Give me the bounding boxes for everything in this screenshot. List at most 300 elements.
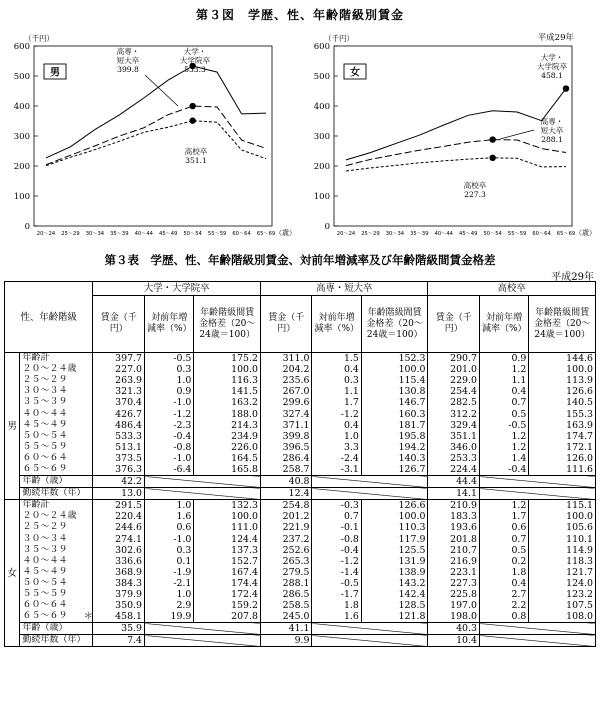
change-cell: 0.4 [312,364,361,375]
gap-cell: 164.5 [194,453,261,464]
table-row [5,545,596,556]
change-cell: -2.3 [145,420,194,431]
change-cell: 1.0 [145,375,194,386]
table-row [5,578,596,589]
table-row [5,464,596,476]
y-tick-label: 600 [13,42,30,52]
gap-cell: 172.4 [194,589,261,600]
wage-cell: 274.1 [93,534,145,545]
x-tick-label: 55～59 [507,231,527,237]
gap-cell: 142.4 [361,589,428,600]
extra-value: 42.2 [93,476,145,488]
gap-cell: 138.9 [361,567,428,578]
annotation-text: 高校卒 [184,147,208,156]
x-tick-label: 35～39 [110,231,129,237]
gap-cell: 141.5 [194,386,261,397]
age-label: ２０～２４歳 [20,511,93,522]
x-tick-label: 60～64 [532,231,551,237]
empty-diagonal-cell [479,488,595,500]
empty-diagonal-cell [479,635,595,647]
y-tick-label: 100 [13,192,30,202]
wage-cell: 245.0 [260,611,312,623]
gap-cell: 121.7 [529,567,596,578]
x-tick-label: 40～44 [434,231,453,237]
change-cell: -2.4 [312,453,361,464]
extra-label: 年齢（歳） [20,623,93,635]
wage-table [4,281,596,647]
table-row-extra [5,476,596,488]
age-label: ６５～６９ [20,464,93,476]
x-tick-label: 20～24 [336,231,356,237]
wage-cell: 204.2 [260,364,312,375]
y-tick-label: 600 [313,42,330,52]
gap-header: 年齢階級間賃金格差（20～24歳＝100） [361,296,428,353]
extra-value: 10.4 [428,635,480,647]
change-cell: 1.1 [479,375,528,386]
change-cell: -1.2 [312,408,361,419]
gap-cell: 175.2 [194,353,261,365]
sex-box-label: 女 [350,67,360,79]
empty-diagonal-cell [312,476,428,488]
series-line-1 [346,140,566,166]
age-label: ５０～５４ [20,578,93,589]
age-label: ４０～４４ [20,556,93,567]
age-label: ５５～５９ [20,442,93,453]
gap-cell: 207.8 [194,611,261,623]
wage-cell: 254.8 [260,500,312,512]
table-row [5,556,596,567]
gap-cell: 108.0 [529,611,596,623]
gap-cell: 128.5 [361,600,428,611]
change-cell: 1.2 [479,364,528,375]
age-label: ４５～４９ [20,567,93,578]
table-row [5,611,596,623]
empty-diagonal-cell [312,488,428,500]
x-tick-label: 40～44 [134,231,153,237]
group-college: 高専・短大卒 [260,282,427,296]
x-tick-label: 45～49 [159,231,178,237]
gap-cell: 126.6 [361,500,428,512]
wage-cell: 399.8 [260,431,312,442]
wage-cell: 244.6 [93,522,145,533]
table-row [5,397,596,408]
gap-cell: 131.9 [361,556,428,567]
gap-cell: 100.0 [194,364,261,375]
wage-cell: 373.5 [93,453,145,464]
empty-diagonal-cell [145,488,261,500]
change-cell: 1.0 [312,431,361,442]
group-high: 高校卒 [428,282,596,296]
annotation-text: 高専・ [116,47,140,56]
wage-cell: 201.2 [260,511,312,522]
annotation-text: 短大卒 [116,56,140,65]
change-cell: 0.4 [479,578,528,589]
wage-cell: 302.6 [93,545,145,556]
gap-cell: 110.3 [361,522,428,533]
wage-cell: 321.3 [93,386,145,397]
wage-cell: 201.8 [428,534,480,545]
change-cell: 3.3 [312,442,361,453]
series-line-2 [346,158,566,171]
change-cell: 1.0 [145,500,194,512]
peak-marker [189,117,195,123]
annotation-text: 大学・ [183,47,207,56]
age-label: ３５～３９ [20,397,93,408]
table-row [5,442,596,453]
extra-value: 9.9 [260,635,312,647]
wage-cell: 267.0 [260,386,312,397]
gap-cell: 111.0 [194,522,261,533]
age-label: ６０～６４ [20,600,93,611]
x-tick-label: 65～69 [556,231,576,237]
table-row [5,500,596,512]
gap-cell: 124.0 [529,578,596,589]
table-row [5,522,596,533]
wage-cell: 258.7 [260,464,312,476]
y-tick-label: 300 [313,132,330,142]
chart-female [300,30,600,242]
annotation-text: 大学・ [540,53,564,62]
x-tick-label: 30～34 [85,231,105,237]
table-title: 第３表 学歴、性、年齢階級別賃金、対前年増減率及び年齢階級間賃金格差 [104,253,496,267]
y-tick-label: 0 [324,222,330,232]
wage-cell: 286.5 [260,589,312,600]
wage-cell: 397.7 [93,353,145,365]
wage-cell: 279.5 [260,567,312,578]
age-label: 年齢計 [20,353,93,365]
extra-value: 7.4 [93,635,145,647]
wage-cell: 286.4 [260,453,312,464]
change-cell: -1.7 [312,589,361,600]
group-univ: 大学・大学院卒 [93,282,260,296]
annotation-value: 227.3 [464,190,486,199]
wage-cell: 253.3 [428,453,480,464]
gap-cell: 226.0 [194,442,261,453]
gap-cell: 111.6 [529,464,596,476]
chart-male [0,30,300,242]
y-tick-label: 200 [13,162,30,172]
age-label: ２５～２９ [20,522,93,533]
age-label: ２５～２９ [20,375,93,386]
change-cell: 0.9 [479,353,528,365]
change-cell: 0.2 [479,556,528,567]
change-cell: 0.1 [145,556,194,567]
table-year: 平成29年 [551,272,594,283]
gap-cell: 100.0 [194,511,261,522]
wage-cell: 384.3 [93,578,145,589]
plot-frame [34,46,272,226]
sex-label: 女 [5,500,20,647]
gap-cell: 110.1 [529,534,596,545]
annotation-text: 高校卒 [463,181,487,190]
table-row [5,408,596,419]
peak-marker [563,85,569,91]
change-cell: 0.7 [312,511,361,522]
empty-diagonal-cell [479,476,595,488]
x-unit-label: （歳） [275,229,296,237]
gap-cell: 174.7 [529,431,596,442]
asterisk-mark: ＊ [83,611,93,623]
gap-header: 年齢階級間賃金格差（20～24歳＝100） [529,296,596,353]
change-cell: -0.4 [312,545,361,556]
wage-cell: 225.8 [428,589,480,600]
gap-cell: 152.3 [361,353,428,365]
x-tick-label: 50～54 [183,231,202,237]
gap-cell: 159.2 [194,600,261,611]
wage-cell: 350.9 [93,600,145,611]
wage-cell [83,611,145,623]
annotation-text: 高専・ [540,117,564,126]
wage-cell: 312.2 [428,408,480,419]
age-label: ３０～３４ [20,386,93,397]
annotation-value: 288.1 [541,135,563,144]
x-tick-label: 55～59 [207,231,227,237]
change-cell: -0.3 [312,500,361,512]
empty-diagonal-cell [312,635,428,647]
change-cell: -0.4 [479,464,528,476]
gap-cell: 152.7 [194,556,261,567]
gap-cell: 126.0 [529,453,596,464]
gap-cell: 181.7 [361,420,428,431]
wage-cell: 237.2 [260,534,312,545]
gap-cell: 144.6 [529,353,596,365]
change-cell: -1.4 [312,567,361,578]
annotation-leader [500,130,534,139]
gap-cell: 100.0 [361,511,428,522]
wage-cell: 282.5 [428,397,480,408]
y-tick-label: 0 [24,222,30,232]
gap-cell: 234.9 [194,431,261,442]
extra-value: 40.3 [428,623,480,635]
change-cell: 1.7 [312,397,361,408]
gap-cell: 132.3 [194,500,261,512]
x-tick-label: 50～54 [483,231,502,237]
gap-cell: 194.2 [361,442,428,453]
annotation-value: 458.1 [541,71,563,80]
change-cell: 0.5 [479,408,528,419]
wage-cell: 291.5 [93,500,145,512]
gap-cell: 115.1 [529,500,596,512]
table-row [5,420,596,431]
sex-box-label: 男 [50,67,60,79]
change-cell: -0.1 [312,522,361,533]
age-label: ３５～３９ [20,545,93,556]
change-cell: 0.3 [145,545,194,556]
gap-cell: 100.0 [529,364,596,375]
age-label: ２０～２４歳 [20,364,93,375]
change-cell: -1.0 [145,534,194,545]
x-tick-label: 65～69 [256,231,276,237]
gap-cell: 160.3 [361,408,428,419]
y-tick-label: 200 [313,162,330,172]
wage-cell: 263.9 [93,375,145,386]
change-cell: 1.1 [312,386,361,397]
wage-cell: 216.9 [428,556,480,567]
change-cell: 1.5 [312,353,361,365]
gap-cell: 143.2 [361,578,428,589]
change-cell: 2.9 [145,600,194,611]
y-unit-label: （千円） [324,34,354,43]
empty-diagonal-cell [312,623,428,635]
wage-cell: 229.0 [428,375,480,386]
x-tick-label: 25～29 [361,231,380,237]
wage-cell: 533.3 [93,431,145,442]
wage-cell: 288.1 [260,578,312,589]
change-cell: 0.3 [312,375,361,386]
gap-cell: 146.7 [361,397,428,408]
gap-cell: 113.9 [529,375,596,386]
age-label: ５５～５９ [20,589,93,600]
change-cell: 1.6 [145,511,194,522]
change-cell: 0.7 [479,397,528,408]
series-line-1 [46,106,266,165]
gap-cell: 163.9 [529,420,596,431]
change-cell: -1.0 [145,453,194,464]
change-cell: 0.7 [479,534,528,545]
extra-label: 勤続年数（年） [20,488,93,500]
gap-cell: 100.0 [529,511,596,522]
y-unit-label: （千円） [24,34,54,43]
table-row-extra [5,635,596,647]
change-cell: -3.1 [312,464,361,476]
change-cell: 0.9 [145,386,194,397]
gap-cell: 214.3 [194,420,261,431]
wage-cell: 486.4 [93,420,145,431]
figure-year: 平成29年 [537,33,574,43]
wage-cell: 183.3 [428,511,480,522]
y-tick-label: 500 [313,72,330,82]
wage-cell: 346.0 [428,442,480,453]
gap-cell: 116.3 [194,375,261,386]
peak-marker [489,136,495,142]
change-cell: 0.8 [479,611,528,623]
change-cell: 1.8 [312,600,361,611]
gap-cell: 115.4 [361,375,428,386]
wage-cell: 221.9 [260,522,312,533]
wage-cell: 224.4 [428,464,480,476]
annotation-value: 533.3 [184,65,206,74]
gap-cell: 165.8 [194,464,261,476]
change-cell: 1.4 [479,453,528,464]
change-cell: 0.4 [312,420,361,431]
table-row [5,431,596,442]
age-label: ５０～５４ [20,431,93,442]
change-cell: 0.3 [145,364,194,375]
gap-cell: 167.4 [194,567,261,578]
change-cell: -1.9 [145,567,194,578]
series-line-0 [46,66,266,158]
change-cell: 2.2 [479,600,528,611]
table-row [5,600,596,611]
extra-value: 12.4 [260,488,312,500]
change-cell: 1.2 [479,442,528,453]
age-label: ４５～４９ [20,420,93,431]
wage-cell: 368.9 [93,567,145,578]
wage-cell: 265.3 [260,556,312,567]
wage-cell: 254.4 [428,386,480,397]
gap-cell: 172.1 [529,442,596,453]
wage-cell: 223.1 [428,567,480,578]
wage-cell: 371.1 [260,420,312,431]
gap-cell: 188.0 [194,408,261,419]
extra-value: 13.0 [93,488,145,500]
change-cell: -1.0 [145,397,194,408]
table-row [5,589,596,600]
wage-cell: 426.7 [93,408,145,419]
change-cell: 1.6 [312,611,361,623]
wage-value: 458.1 [115,611,142,623]
gap-cell: 118.3 [529,556,596,567]
change-cell: -0.8 [312,534,361,545]
wage-cell: 396.5 [260,442,312,453]
table-row [5,534,596,545]
change-cell: 0.6 [145,522,194,533]
y-tick-label: 300 [13,132,30,142]
change-cell: -0.5 [479,420,528,431]
change-cell: -0.5 [145,353,194,365]
series-line-0 [346,89,566,160]
table-row [5,453,596,464]
change-header: 対前年増減率（%） [312,296,361,353]
peak-marker [489,155,495,161]
gap-cell: 123.2 [529,589,596,600]
y-tick-label: 100 [313,192,330,202]
y-tick-label: 400 [13,102,30,112]
gap-cell: 137.3 [194,545,261,556]
wage-cell: 227.0 [93,364,145,375]
empty-diagonal-cell [145,476,261,488]
wage-cell: 379.9 [93,589,145,600]
age-label: ３０～３４ [20,534,93,545]
table-row [5,364,596,375]
wage-cell: 327.4 [260,408,312,419]
change-cell: -2.1 [145,578,194,589]
change-cell: 0.5 [479,545,528,556]
change-cell: 0.4 [479,386,528,397]
wage-cell: 376.3 [93,464,145,476]
gap-cell: 195.8 [361,431,428,442]
peak-marker [189,103,195,109]
extra-value: 40.8 [260,476,312,488]
wage-cell: 220.4 [93,511,145,522]
wage-cell: 210.7 [428,545,480,556]
gap-cell: 125.5 [361,545,428,556]
wage-header: 賃金（千円） [428,296,480,353]
empty-diagonal-cell [479,623,595,635]
empty-diagonal-cell [145,623,261,635]
wage-cell: 193.6 [428,522,480,533]
change-cell: 1.2 [479,431,528,442]
wage-cell: 299.6 [260,397,312,408]
wage-cell: 227.3 [428,578,480,589]
gap-header: 年齢階級間賃金格差（20～24歳＝100） [194,296,261,353]
extra-label: 年齢（歳） [20,476,93,488]
wage-cell: 336.6 [93,556,145,567]
gap-cell: 121.8 [361,611,428,623]
age-label: ４０～４４ [20,408,93,419]
table-row [5,353,596,365]
empty-diagonal-cell [145,635,261,647]
gap-cell: 130.8 [361,386,428,397]
extra-value: 44.4 [428,476,480,488]
gap-cell: 140.5 [529,397,596,408]
change-cell: -6.4 [145,464,194,476]
change-cell: 0.6 [479,522,528,533]
plot-frame [334,46,572,226]
wage-cell: 252.6 [260,545,312,556]
gap-cell: 105.6 [529,522,596,533]
table-row [5,375,596,386]
